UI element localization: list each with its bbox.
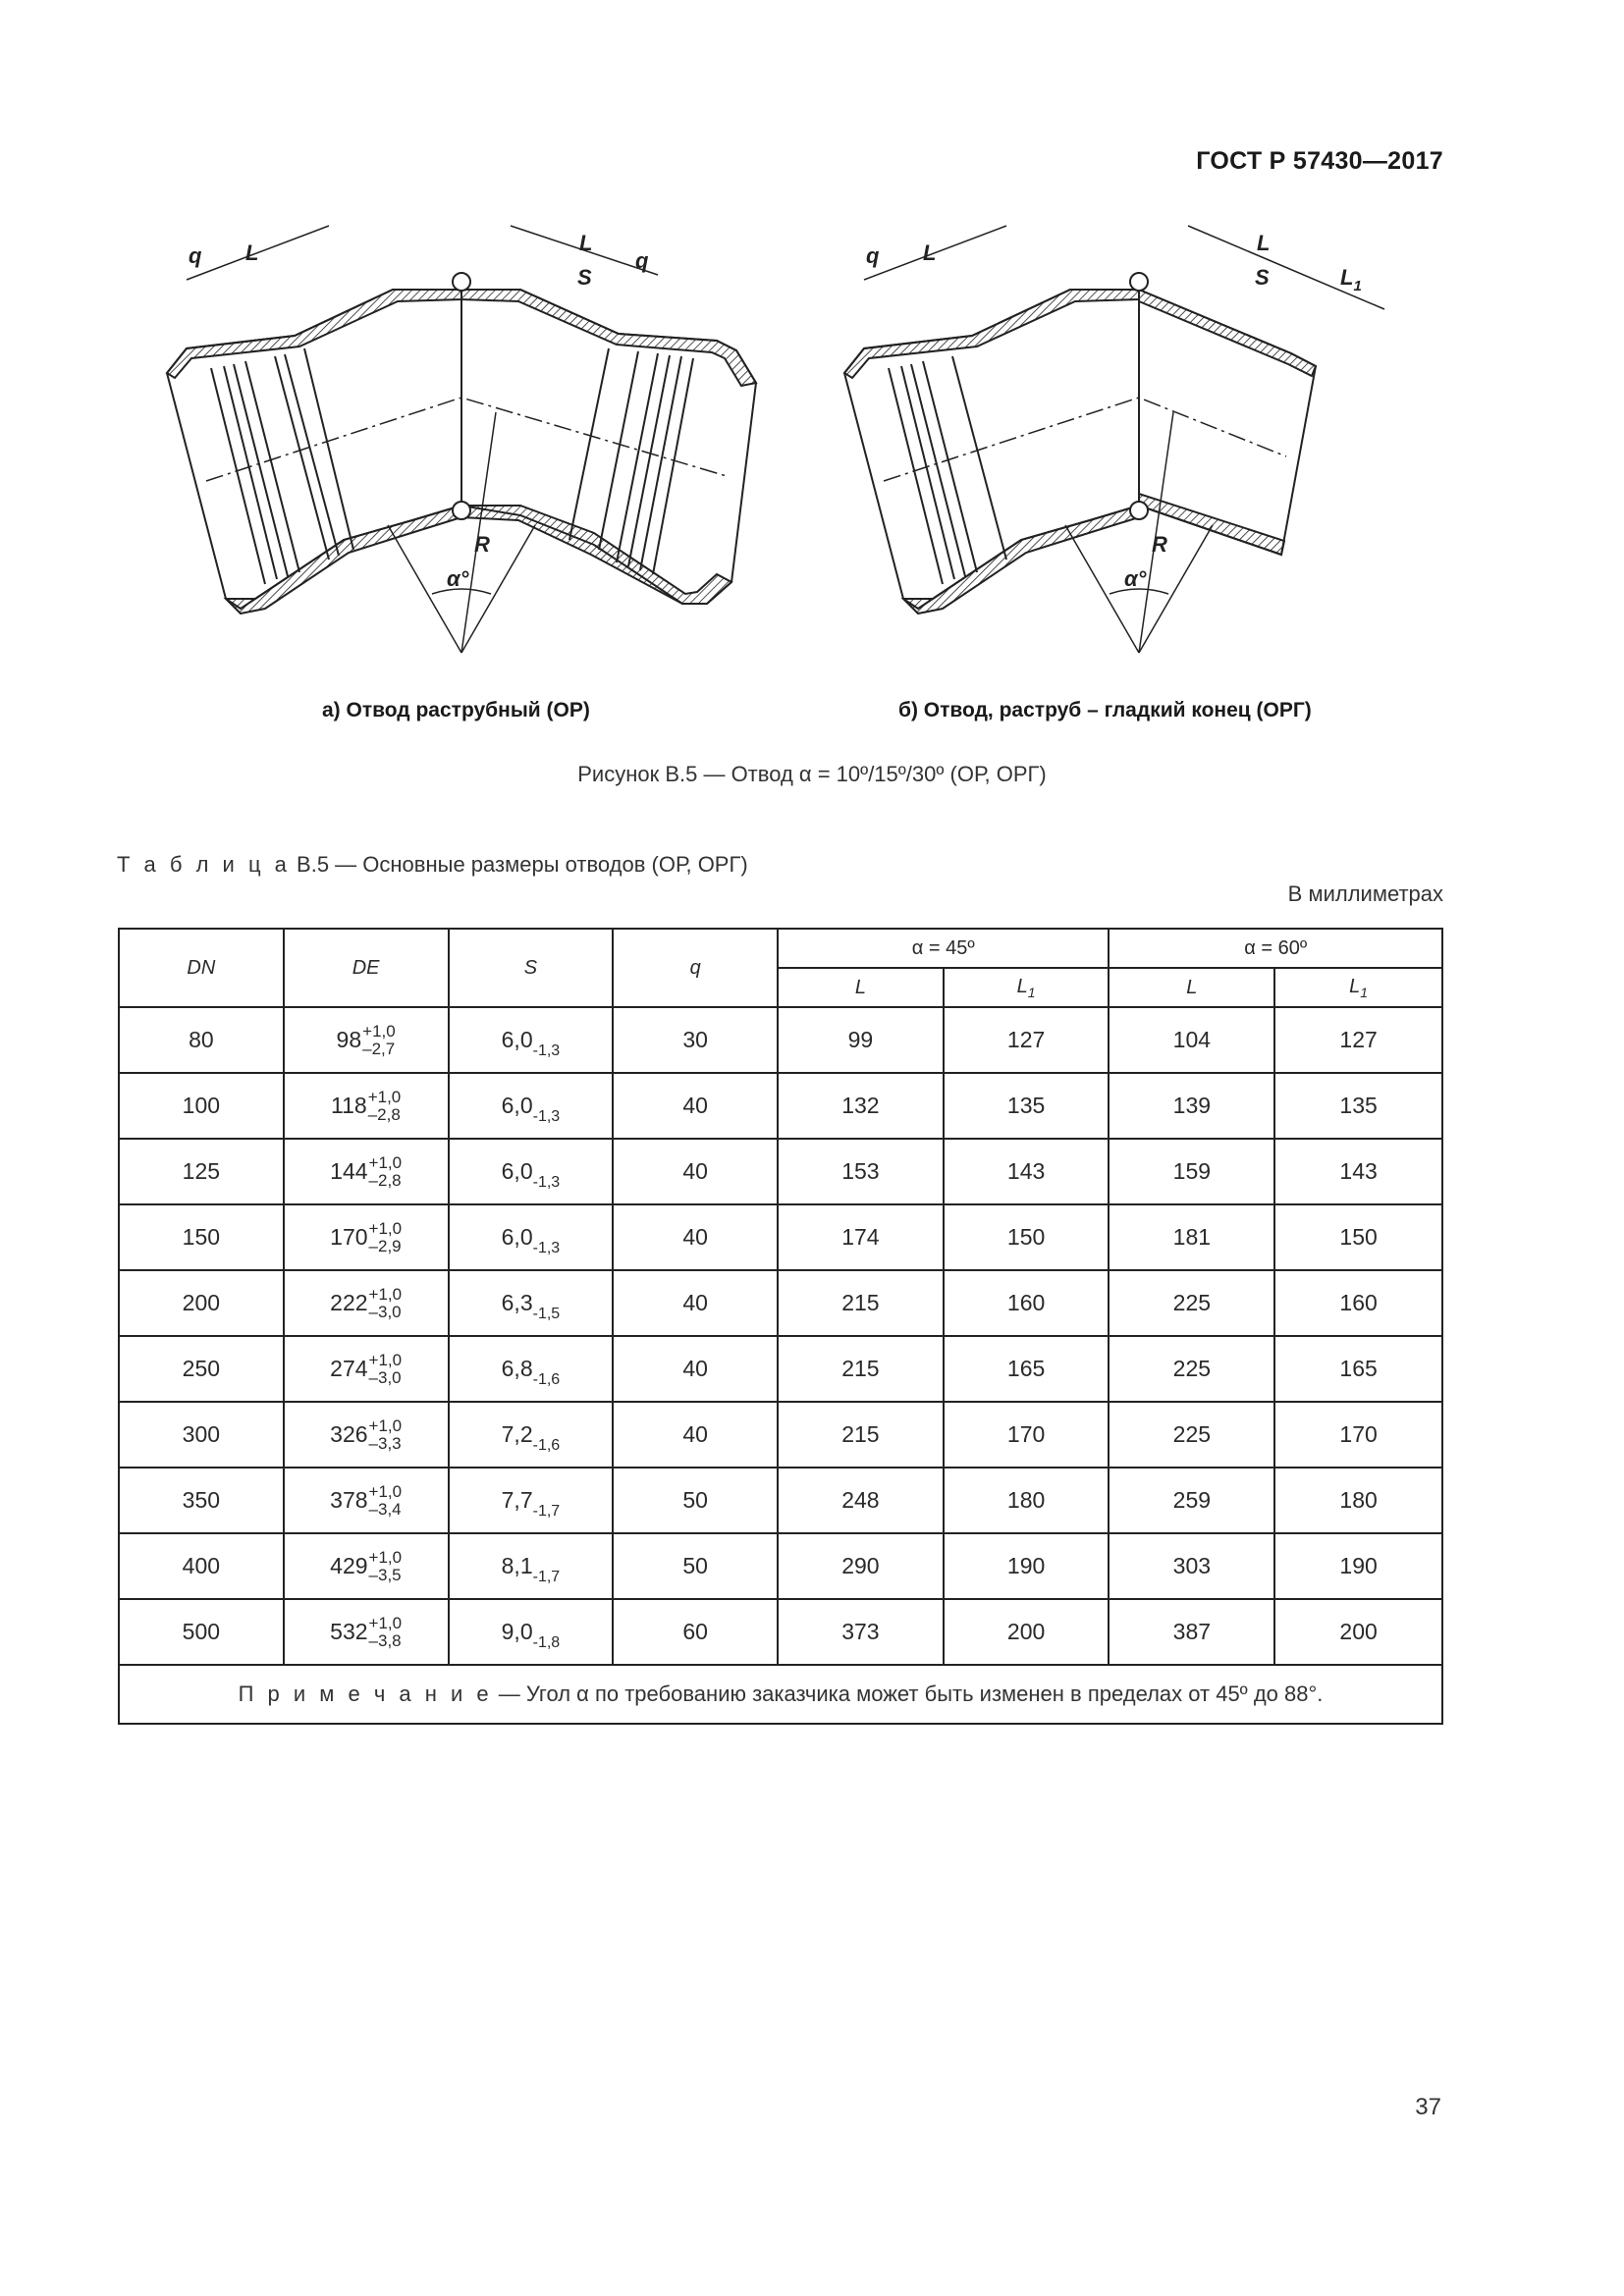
cell-dn: 350	[119, 1468, 284, 1533]
cell-dn: 200	[119, 1270, 284, 1336]
cell-dn: 300	[119, 1402, 284, 1468]
label-R: R	[1152, 532, 1167, 557]
cell-l1-60: 170	[1274, 1402, 1442, 1468]
cell-l-60: 181	[1109, 1204, 1274, 1270]
cell-l1-60: 190	[1274, 1533, 1442, 1599]
label-L1: $L_1$	[1340, 265, 1362, 294]
table-title-rest: В.5 — Основные размеры отводов (ОР, ОРГ)	[297, 852, 748, 877]
cell-s: $6,8_{-1,6}$	[449, 1336, 614, 1402]
note-text: — Угол α по требованию заказчика может быть изменен в пределах от 45º до 88°.	[498, 1682, 1324, 1706]
cell-l1-60: 160	[1274, 1270, 1442, 1336]
cell-dn: 150	[119, 1204, 284, 1270]
table-row	[119, 1270, 1442, 1336]
cell-q: 40	[613, 1073, 778, 1139]
cell-l-60: 303	[1109, 1533, 1274, 1599]
cell-l-60: 159	[1109, 1139, 1274, 1204]
cell-de: 118 +1,0 –2,8	[284, 1073, 449, 1139]
cell-l1-60: 143	[1274, 1139, 1442, 1204]
header-de: DE	[284, 929, 449, 1007]
cell-dn: 500	[119, 1599, 284, 1665]
cell-l1-45: 143	[944, 1139, 1110, 1204]
cell-l1-45: 190	[944, 1533, 1110, 1599]
cell-de: 326 +1,0 –3,3	[284, 1402, 449, 1468]
cell-de: 98 +1,0 –2,7	[284, 1007, 449, 1073]
label-S: S	[1255, 265, 1270, 290]
table-row	[119, 1139, 1442, 1204]
cell-de: 274 +1,0 –3,0	[284, 1336, 449, 1402]
cell-l1-45: 180	[944, 1468, 1110, 1533]
elbow-socket-drawing	[147, 221, 776, 692]
dimensions-table	[118, 928, 1443, 1725]
label-alpha: α°	[447, 566, 469, 591]
cell-de: 144 +1,0 –2,8	[284, 1139, 449, 1204]
label-S: S	[577, 265, 592, 290]
cell-l1-45: 160	[944, 1270, 1110, 1336]
cell-s: $8,1_{-1,7}$	[449, 1533, 614, 1599]
cell-s: $9,0_{-1,8}$	[449, 1599, 614, 1665]
cell-l-60: 139	[1109, 1073, 1274, 1139]
cell-de: 429 +1,0 –3,5	[284, 1533, 449, 1599]
cell-dn: 400	[119, 1533, 284, 1599]
cell-l1-45: 127	[944, 1007, 1110, 1073]
cell-s: $6,0_{-1,3}$	[449, 1204, 614, 1270]
cell-l1-45: 200	[944, 1599, 1110, 1665]
cell-l-60: 259	[1109, 1468, 1274, 1533]
cell-l-45: 215	[778, 1336, 944, 1402]
cell-l1-60: 135	[1274, 1073, 1442, 1139]
cell-q: 60	[613, 1599, 778, 1665]
figure-caption: Рисунок В.5 — Отвод α = 10º/15º/30º (ОР, ОРГ)	[577, 762, 1047, 786]
cell-l-60: 387	[1109, 1599, 1274, 1665]
table-row	[119, 1007, 1442, 1073]
cell-q: 50	[613, 1533, 778, 1599]
header-dn: DN	[119, 929, 284, 1007]
cell-de: 170 +1,0 –2,9	[284, 1204, 449, 1270]
cell-l1-45: 150	[944, 1204, 1110, 1270]
cell-l1-60: 127	[1274, 1007, 1442, 1073]
cell-s: $7,7_{-1,7}$	[449, 1468, 614, 1533]
table-title-prefix: Т а б л и ц а	[117, 852, 291, 877]
label-q: q	[866, 243, 880, 268]
cell-dn: 80	[119, 1007, 284, 1073]
cell-dn: 125	[119, 1139, 284, 1204]
table-title	[117, 852, 748, 878]
cell-q: 40	[613, 1336, 778, 1402]
cell-l1-60: 180	[1274, 1468, 1442, 1533]
cell-l-45: 215	[778, 1402, 944, 1468]
cell-de: 532 +1,0 –3,8	[284, 1599, 449, 1665]
cell-l-45: 248	[778, 1468, 944, 1533]
subcaption-b: б) Отвод, раструб – гладкий конец (ОРГ)	[898, 699, 1312, 721]
label-q-left: q	[189, 243, 202, 268]
table-units: В миллиметрах	[1287, 881, 1443, 906]
table-row	[119, 1402, 1442, 1468]
label-L-left: L	[245, 240, 259, 265]
table-row	[119, 1533, 1442, 1599]
header-alpha60: α = 60º	[1109, 929, 1442, 968]
cell-l-45: 153	[778, 1139, 944, 1204]
cell-s: $6,0_{-1,3}$	[449, 1007, 614, 1073]
cell-l1-45: 165	[944, 1336, 1110, 1402]
label-L-right: L	[1257, 231, 1271, 255]
cell-l1-60: 200	[1274, 1599, 1442, 1665]
label-R: R	[474, 532, 490, 557]
label-alpha: α°	[1124, 566, 1147, 591]
cell-l-60: 225	[1109, 1336, 1274, 1402]
document-header: ГОСТ Р 57430—2017	[1196, 147, 1443, 175]
cell-q: 40	[613, 1270, 778, 1336]
cell-q: 40	[613, 1139, 778, 1204]
subcaption-a: а) Отвод раструбный (ОР)	[322, 699, 590, 721]
cell-de: 378 +1,0 –3,4	[284, 1468, 449, 1533]
cell-s: $6,0_{-1,3}$	[449, 1139, 614, 1204]
label-L-left: L	[923, 240, 937, 265]
cell-l1-60: 165	[1274, 1336, 1442, 1402]
table-row	[119, 1073, 1442, 1139]
table-note	[119, 1665, 1442, 1724]
table-row	[119, 1204, 1442, 1270]
table-row	[119, 1468, 1442, 1533]
cell-s: $6,0_{-1,3}$	[449, 1073, 614, 1139]
cell-l-45: 373	[778, 1599, 944, 1665]
table-row	[119, 1336, 1442, 1402]
header-l1-45: $L_1$	[944, 968, 1110, 1007]
cell-q: 30	[613, 1007, 778, 1073]
cell-q: 40	[613, 1402, 778, 1468]
cell-l-45: 290	[778, 1533, 944, 1599]
header-q: q	[613, 929, 778, 1007]
cell-s: $7,2_{-1,6}$	[449, 1402, 614, 1468]
cell-l1-60: 150	[1274, 1204, 1442, 1270]
cell-dn: 250	[119, 1336, 284, 1402]
elbow-socket-spigot-drawing	[825, 221, 1404, 692]
cell-l-45: 132	[778, 1073, 944, 1139]
cell-l-60: 225	[1109, 1402, 1274, 1468]
header-s: S	[449, 929, 614, 1007]
cell-l-45: 215	[778, 1270, 944, 1336]
header-l-45: L	[778, 968, 944, 1007]
label-L-right: L	[579, 231, 593, 255]
header-l1-60: $L_1$	[1274, 968, 1442, 1007]
figure-b5	[147, 221, 1404, 731]
cell-q: 50	[613, 1468, 778, 1533]
cell-l-45: 174	[778, 1204, 944, 1270]
label-q-right: q	[635, 248, 649, 273]
note-prefix: П р и м е ч а н и е	[238, 1682, 493, 1706]
cell-l1-45: 170	[944, 1402, 1110, 1468]
cell-l1-45: 135	[944, 1073, 1110, 1139]
cell-l-60: 104	[1109, 1007, 1274, 1073]
table-row	[119, 1599, 1442, 1665]
cell-de: 222 +1,0 –3,0	[284, 1270, 449, 1336]
cell-dn: 100	[119, 1073, 284, 1139]
cell-q: 40	[613, 1204, 778, 1270]
page-number: 37	[1415, 2094, 1441, 2120]
header-alpha45: α = 45º	[778, 929, 1109, 968]
header-l-60: L	[1109, 968, 1274, 1007]
cell-s: $6,3_{-1,5}$	[449, 1270, 614, 1336]
cell-l-45: 99	[778, 1007, 944, 1073]
cell-l-60: 225	[1109, 1270, 1274, 1336]
